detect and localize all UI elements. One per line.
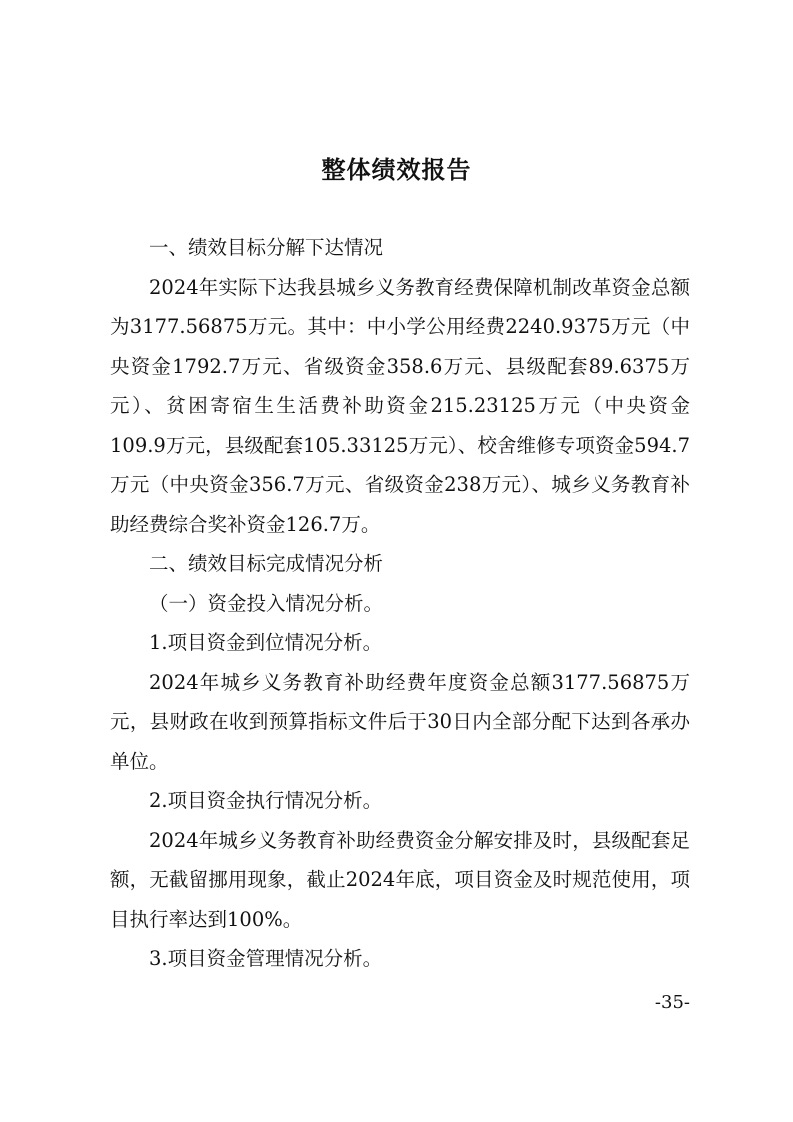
funding-execution-paragraph: 2024年城乡义务教育补助经费资金分解安排及时，县级配套足额，无截留挪用现象，截止2024年底，项目资金及时规范使用，项目执行率达到100%。 <box>110 828 690 931</box>
funding-arrival-paragraph: 2024年城乡义务教育补助经费年度资金总额3177.56875万元，县财政在收到预算指标文件后于30日内全部分配下达到各承办单位。 <box>110 670 690 773</box>
section-heading-2: 二、绩效目标完成情况分析 <box>149 552 384 575</box>
funding-summary-paragraph: 2024年实际下达我县城乡义务教育经费保障机制改革资金总额为3177.56875万元。其中：中小学公用经费2240.9375万元（中央资金1792.7万元、省级资金358.6万元、县级配套89.6375万元）、贫困寄宿生生活费补助资金215.23125万元（中央资金109.9万元，县级配套105.33125万元）、校舍维修专项资金594.7万元（中央资金356.7万元、省级资金238万元）、城乡义务教育补助经费综合奖补资金126.7万。 <box>110 275 690 536</box>
page-number: -35- <box>654 992 690 1013</box>
subsection-heading-1: （一）资金投入情况分析。 <box>149 591 384 615</box>
report-body <box>110 228 690 979</box>
item-heading-1: 1.项目资金到位情况分析。 <box>149 631 383 654</box>
section-heading-1: 一、绩效目标分解下达情况 <box>149 236 384 259</box>
report-title: 整体绩效报告 <box>321 156 472 184</box>
item-heading-3: 3.项目资金管理情况分析。 <box>149 947 383 970</box>
item-heading-2: 2.项目资金执行情况分析。 <box>149 789 383 812</box>
